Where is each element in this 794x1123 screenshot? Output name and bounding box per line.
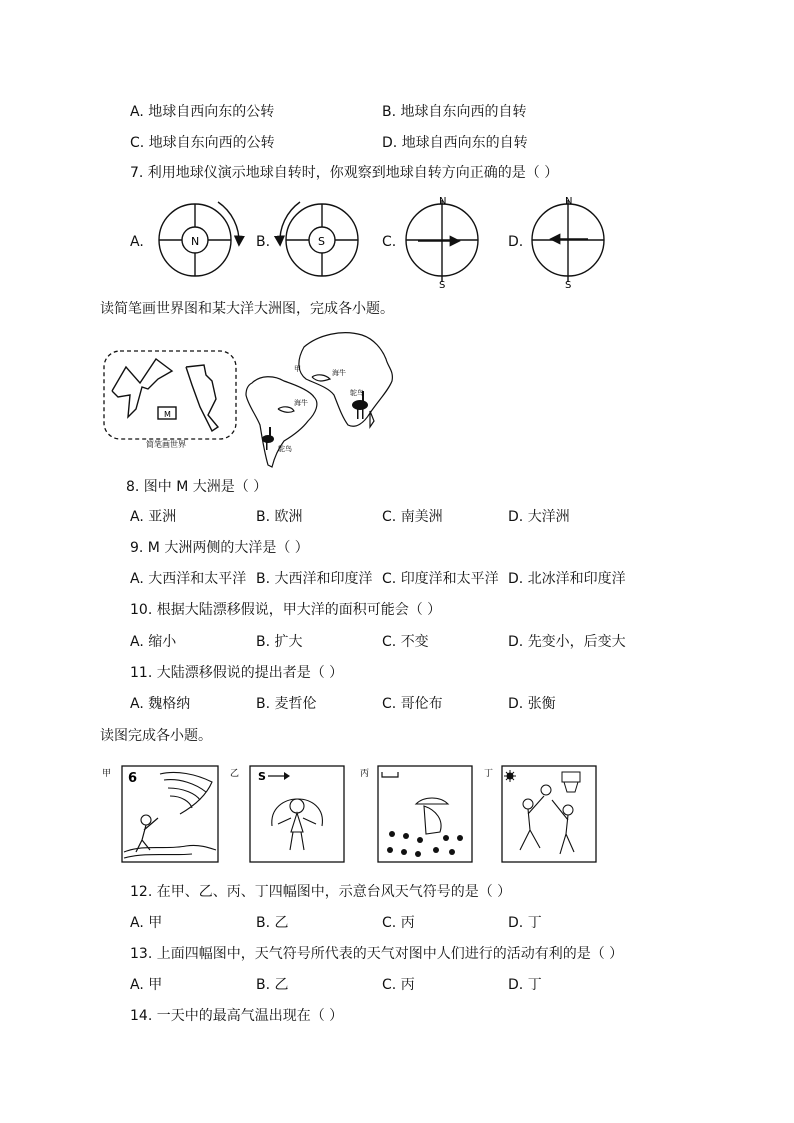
option-letter: B. bbox=[256, 915, 271, 931]
q14-stem: 14. 一天中的最高气温出现在（ ） bbox=[130, 1008, 344, 1024]
option-letter: A. bbox=[130, 571, 144, 587]
option-letter: C. bbox=[382, 977, 397, 993]
option-text: 地球自西向东的自转 bbox=[401, 135, 528, 151]
option-text: 地球自西向东的公转 bbox=[148, 104, 275, 120]
globe-c-pole-top: N bbox=[439, 196, 447, 207]
typhoon-symbol-icon: 6 bbox=[128, 771, 138, 786]
option-text: 丁 bbox=[527, 915, 542, 931]
option-text: 北冰洋和印度洋 bbox=[527, 571, 626, 587]
option-letter: A. bbox=[130, 915, 144, 931]
q6-option-c[interactable] bbox=[130, 134, 275, 152]
option-letter: A. bbox=[130, 977, 144, 993]
q13-option-a[interactable] bbox=[130, 976, 162, 994]
panel-bing bbox=[378, 766, 472, 862]
option-text: 张衡 bbox=[527, 696, 556, 712]
globe-b-pole-label: S bbox=[318, 235, 325, 248]
option-letter: B. bbox=[256, 509, 271, 525]
option-letter: C. bbox=[382, 571, 397, 587]
option-text: 丙 bbox=[400, 915, 415, 931]
panel-label-jia: 甲 bbox=[102, 769, 112, 779]
section-intro-map: 读简笔画世界图和某大洋大洲图，完成各小题。 bbox=[100, 301, 394, 317]
q9-stem: 9. M 大洲两侧的大洋是（ ） bbox=[130, 540, 309, 556]
sketch-world-map bbox=[100, 345, 240, 450]
option-text: 甲 bbox=[148, 977, 163, 993]
option-letter: B. bbox=[256, 977, 271, 993]
option-text: 麦哲伦 bbox=[274, 696, 317, 712]
option-letter: D. bbox=[508, 509, 524, 525]
q10-option-c[interactable] bbox=[382, 633, 429, 651]
q8-option-b[interactable] bbox=[256, 508, 303, 526]
q8-stem: 8. 图中 M 大洲是（ ） bbox=[126, 479, 268, 495]
q9-option-a[interactable] bbox=[130, 570, 246, 588]
option-letter: B. bbox=[256, 696, 271, 712]
continent-m-label: M bbox=[164, 410, 171, 419]
option-letter: D. bbox=[508, 696, 524, 712]
panel-yi bbox=[250, 766, 344, 862]
option-letter: B. bbox=[256, 571, 271, 587]
option-text: 亚洲 bbox=[148, 509, 177, 525]
q13-stem: 13. 上面四幅图中，天气符号所代表的天气对图中人们进行的活动有利的是（ ） bbox=[130, 946, 624, 962]
q9-option-d[interactable] bbox=[508, 570, 626, 588]
panel-label-bing: 丙 bbox=[360, 769, 370, 779]
q8-option-d[interactable] bbox=[508, 508, 570, 526]
q12-option-b[interactable] bbox=[256, 914, 289, 932]
q8-option-a[interactable] bbox=[130, 508, 176, 526]
q10-option-b[interactable] bbox=[256, 633, 303, 651]
q9-option-c[interactable] bbox=[382, 570, 499, 588]
option-text: 魏格纳 bbox=[148, 696, 191, 712]
q11-option-b[interactable] bbox=[256, 695, 317, 713]
panel-label-yi: 乙 bbox=[230, 769, 240, 779]
manatee-america-label: 海牛 bbox=[294, 399, 308, 407]
q12-stem: 12. 在甲、乙、丙、丁四幅图中，示意台风天气符号的是（ ） bbox=[130, 884, 512, 900]
panel-label-ding: 丁 bbox=[484, 769, 494, 779]
option-text: 地球自东向西的公转 bbox=[148, 135, 275, 151]
africa-outline bbox=[299, 333, 392, 427]
option-letter: D. bbox=[508, 571, 524, 587]
q11-stem: 11. 大陆漂移假说的提出者是（ ） bbox=[130, 665, 344, 681]
overcast-symbol-icon bbox=[382, 772, 398, 777]
option-letter: B. bbox=[256, 634, 271, 650]
option-letter: A. bbox=[130, 509, 144, 525]
globe-d bbox=[532, 200, 604, 282]
option-text: 乙 bbox=[274, 915, 289, 931]
q12-option-d[interactable] bbox=[508, 914, 542, 932]
option-letter: D. bbox=[508, 977, 524, 993]
ostrich-america-label: 鸵鸟 bbox=[278, 445, 292, 453]
q13-option-b[interactable] bbox=[256, 976, 289, 994]
option-letter: D. bbox=[508, 915, 524, 931]
option-text: 扩大 bbox=[274, 634, 303, 650]
q11-option-a[interactable] bbox=[130, 695, 190, 713]
panel-ding bbox=[502, 766, 596, 862]
option-text: 甲 bbox=[148, 915, 163, 931]
globe-c-pole-bottom: S bbox=[439, 280, 446, 290]
q6-option-d[interactable] bbox=[382, 134, 528, 152]
manatee-africa-label: 海牛 bbox=[332, 369, 346, 377]
q10-option-a[interactable] bbox=[130, 633, 176, 651]
q13-option-c[interactable] bbox=[382, 976, 415, 994]
option-text: 先变小，后变大 bbox=[527, 634, 626, 650]
q11-option-c[interactable] bbox=[382, 695, 443, 713]
option-text: 丙 bbox=[400, 977, 415, 993]
q12-option-c[interactable] bbox=[382, 914, 415, 932]
option-letter: B. bbox=[382, 104, 397, 120]
q7-option-a-letter[interactable]: A. bbox=[130, 234, 144, 250]
option-letter: A. bbox=[130, 104, 144, 120]
option-letter: C. bbox=[382, 915, 397, 931]
option-letter: C. bbox=[130, 135, 145, 151]
option-text: 不变 bbox=[400, 634, 429, 650]
africa-south-america-map bbox=[238, 325, 398, 470]
option-letter: C. bbox=[382, 696, 397, 712]
option-letter: C. bbox=[382, 509, 397, 525]
option-text: 印度洋和太平洋 bbox=[400, 571, 499, 587]
q7-stem: 7. 利用地球仪演示地球自转时，你观察到地球自转方向正确的是（ ） bbox=[130, 165, 559, 181]
q13-option-d[interactable] bbox=[508, 976, 542, 994]
option-text: 缩小 bbox=[148, 634, 177, 650]
q7-option-c-letter[interactable]: C. bbox=[382, 234, 397, 250]
south-america-outline bbox=[246, 377, 317, 467]
panel-jia bbox=[122, 766, 218, 862]
q10-stem: 10. 根据大陆漂移假说，甲大洋的面积可能会（ ） bbox=[130, 602, 442, 618]
section-intro-weather: 读图完成各小题。 bbox=[100, 728, 212, 744]
option-text: 大洋洲 bbox=[527, 509, 570, 525]
q6-option-a[interactable] bbox=[130, 103, 274, 121]
q8-option-c[interactable] bbox=[382, 508, 443, 526]
q6-option-b[interactable] bbox=[382, 103, 527, 121]
ostrich-africa-label: 鸵鸟 bbox=[350, 389, 364, 397]
q9-option-b[interactable] bbox=[256, 570, 373, 588]
globe-c bbox=[406, 200, 478, 282]
option-letter: D. bbox=[508, 634, 524, 650]
option-text: 乙 bbox=[274, 977, 289, 993]
q11-option-d[interactable] bbox=[508, 695, 556, 713]
globe-d-pole-bottom: S bbox=[565, 280, 572, 290]
option-text: 地球自东向西的自转 bbox=[400, 104, 527, 120]
weather-panels bbox=[100, 760, 600, 866]
q7-option-b-letter[interactable]: B. bbox=[256, 234, 271, 250]
option-text: 南美洲 bbox=[400, 509, 443, 525]
option-text: 大西洋和太平洋 bbox=[148, 571, 247, 587]
q7-option-d-letter[interactable]: D. bbox=[508, 234, 524, 250]
ocean-jia-label: 甲 bbox=[294, 365, 301, 373]
option-letter: C. bbox=[382, 634, 397, 650]
sunny-symbol-icon bbox=[504, 770, 516, 782]
q10-option-d[interactable] bbox=[508, 633, 626, 651]
q7-globe-diagrams bbox=[140, 190, 620, 290]
option-letter: D. bbox=[382, 135, 398, 151]
option-text: 大西洋和印度洋 bbox=[274, 571, 373, 587]
option-letter: A. bbox=[130, 696, 144, 712]
option-letter: A. bbox=[130, 634, 144, 650]
q12-option-a[interactable] bbox=[130, 914, 162, 932]
globe-a-pole-label: N bbox=[191, 235, 200, 248]
wind-symbol-icon: S bbox=[258, 770, 266, 783]
option-text: 哥伦布 bbox=[400, 696, 443, 712]
sketch-continents bbox=[112, 359, 218, 431]
globe-d-pole-top: N bbox=[565, 196, 573, 207]
option-text: 欧洲 bbox=[274, 509, 303, 525]
sketch-map-caption: 简笔画世界 bbox=[146, 440, 186, 449]
option-text: 丁 bbox=[527, 977, 542, 993]
